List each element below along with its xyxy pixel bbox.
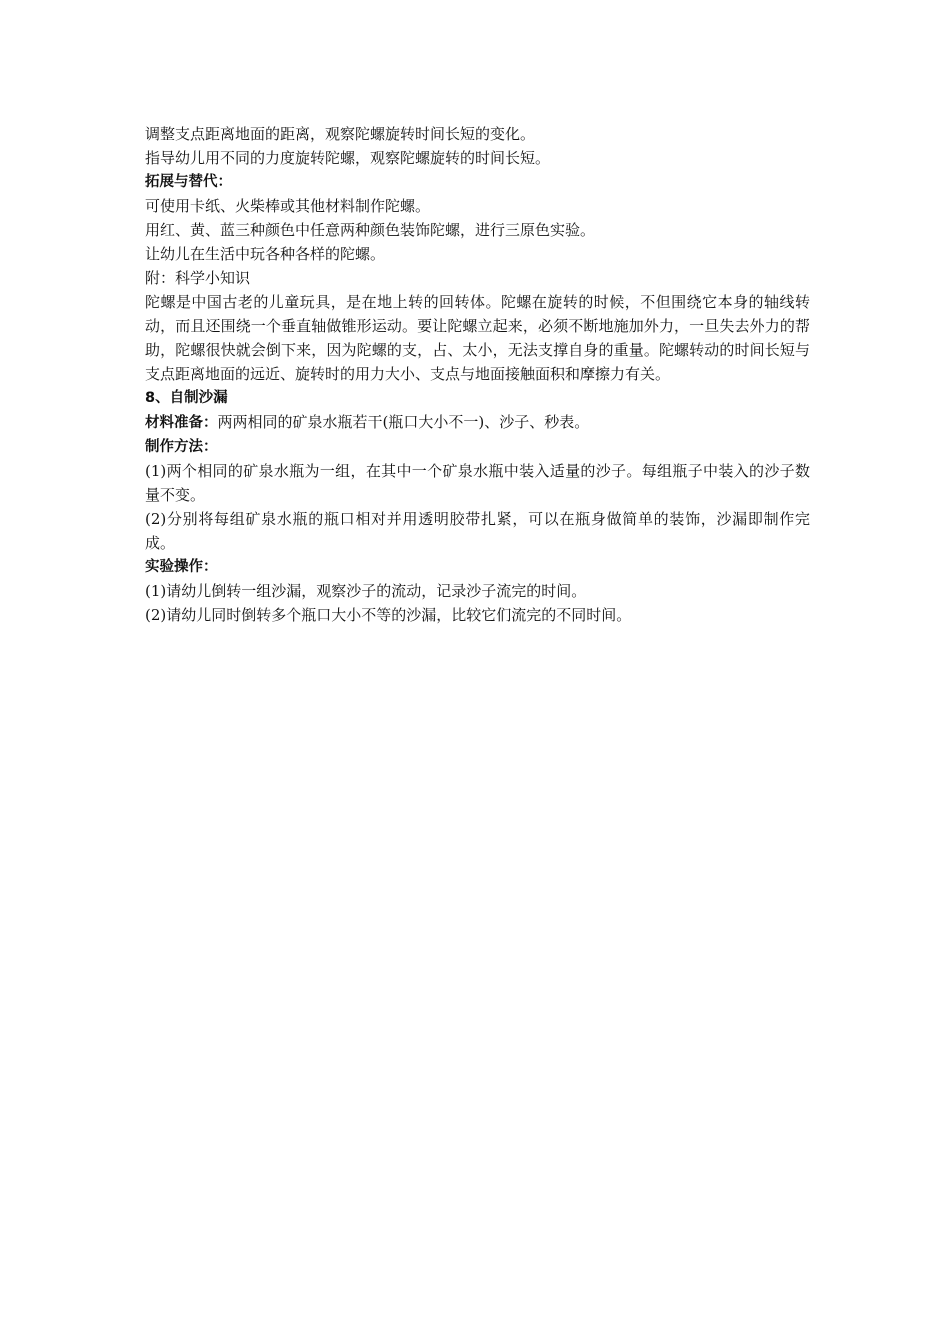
section-heading-hourglass: 8、自制沙漏 (145, 390, 228, 406)
knowledge-paragraph: 陀螺是中国古老的儿童玩具，是在地上转的回转体。陀螺在旋转的时候，不但围绕它本身的轴线转动，而且还围绕一个垂直轴做锥形运动。要让陀螺立起来，必须不断地施加外力，一旦失去外力的帮助，陀螺很快就会倒下来，因为陀螺的支，占、太小，无法支撑自身的重量。陀螺转动的时间长短与支点距离地面的远近、旋转时的用力大小、支点与地面接触面积和摩擦力有关。 (145, 293, 810, 383)
appendix-title: 附：科学小知识 (145, 269, 251, 287)
section-heading-method: 制作方法： (145, 439, 218, 455)
document-body (145, 122, 810, 627)
method-step-1: (1)两个相同的矿泉水瓶为一组，在其中一个矿泉水瓶中装入适量的沙子。每组瓶子中装入的沙子数量不变。 (145, 462, 810, 504)
section-heading-experiment: 实验操作： (145, 559, 218, 575)
text-line: 调整支点距离地面的距离，观察陀螺旋转时间长短的变化。 (145, 125, 536, 143)
experiment-step-1: (1)请幼儿倒转一组沙漏，观察沙子的流动，记录沙子流完的时间。 (145, 582, 587, 600)
materials-line (145, 410, 810, 435)
text-line: 用红、黄、蓝三种颜色中任意两种颜色装饰陀螺，进行三原色实验。 (145, 221, 596, 239)
text-line: 让幼儿在生活中玩各种各样的陀螺。 (145, 245, 386, 263)
text-line: 指导幼儿用不同的力度旋转陀螺，观察陀螺旋转的时间长短。 (145, 149, 551, 167)
materials-label: 材料准备： (145, 415, 218, 431)
experiment-step-2: (2)请幼儿同时倒转多个瓶口大小不等的沙漏，比较它们流完的不同时间。 (145, 606, 632, 624)
materials-text: 两两相同的矿泉水瓶若干(瓶口大小不一)、沙子、秒表。 (217, 413, 590, 431)
method-step-2: (2)分别将每组矿泉水瓶的瓶口相对并用透明胶带扎紧，可以在瓶身做简单的装饰，沙漏即制作完成。 (145, 510, 810, 552)
text-line: 可使用卡纸、火柴棒或其他材料制作陀螺。 (145, 197, 431, 215)
section-heading-extension: 拓展与替代： (145, 174, 232, 190)
